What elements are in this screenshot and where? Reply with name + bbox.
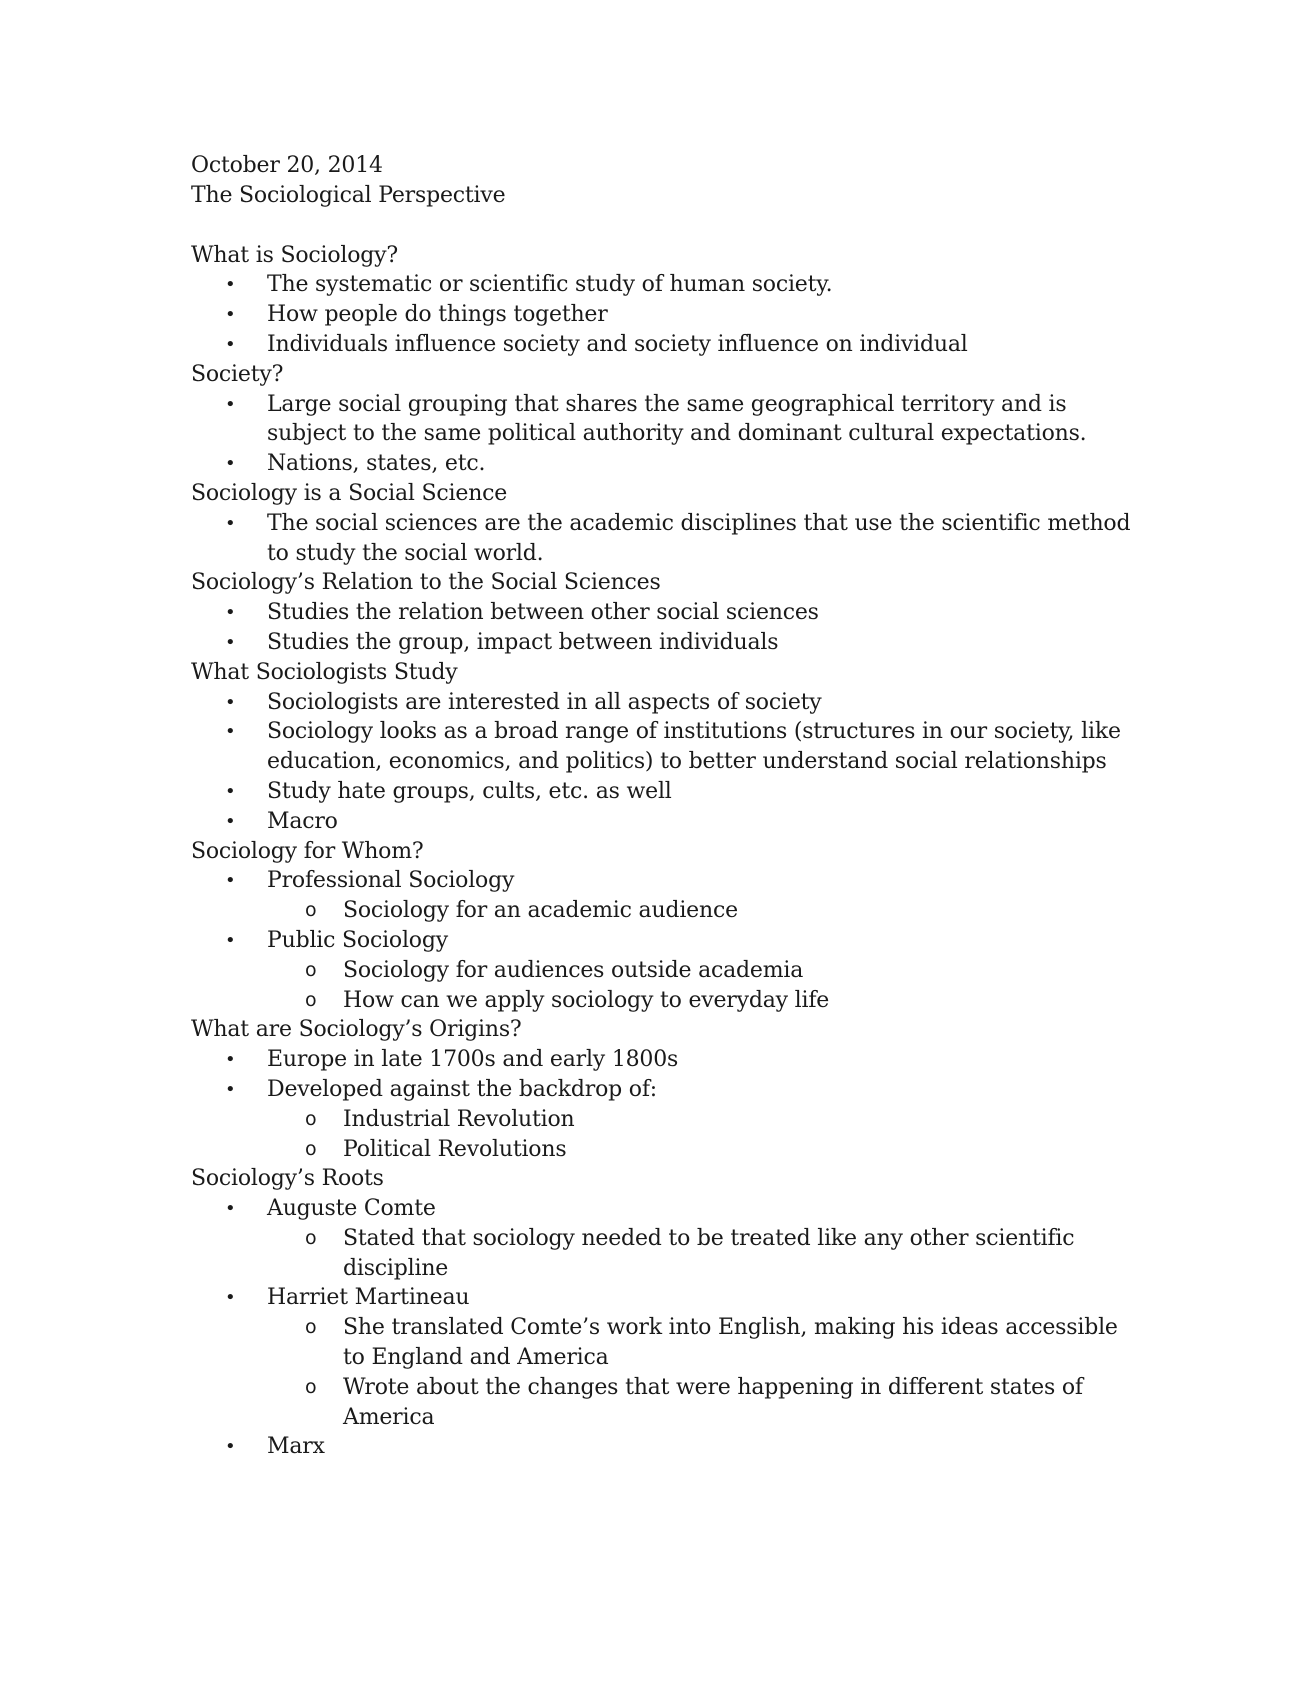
bullet-icon: • bbox=[225, 1287, 236, 1309]
sub-list-item-text: Sociology for audiences outside academia bbox=[343, 957, 804, 983]
section-heading: What is Sociology? bbox=[191, 242, 398, 268]
sub-bullet-list bbox=[267, 1224, 1131, 1284]
list-item-text: Studies the group, impact between individuals bbox=[267, 629, 779, 655]
bullet-list bbox=[191, 390, 1131, 479]
sub-list-item bbox=[305, 1105, 1131, 1135]
bullet-icon: • bbox=[225, 1436, 236, 1458]
circle-bullet-icon: o bbox=[305, 1107, 317, 1130]
list-item-text: Sociology looks as a broad range of institutions (structures in our society, like education, economics, and politics) to better understand social relationships bbox=[267, 719, 1121, 775]
bullet-icon: • bbox=[225, 602, 236, 624]
sub-bullet-list bbox=[267, 956, 1131, 1016]
bullet-list bbox=[191, 866, 1131, 1015]
sub-list-item-text: Industrial Revolution bbox=[343, 1106, 575, 1132]
blank-line bbox=[191, 211, 1131, 241]
document-title: The Sociological Perspective bbox=[191, 182, 506, 208]
list-item bbox=[225, 807, 1131, 837]
list-item bbox=[225, 449, 1131, 479]
bullet-icon: • bbox=[225, 274, 236, 296]
sub-list-item-text: She translated Comte’s work into English, making his ideas accessible to England and America bbox=[343, 1315, 1118, 1371]
sub-list-item bbox=[305, 986, 1131, 1016]
list-item-text: Large social grouping that shares the same geographical territory and is subject to the same political authority and dominant cultural expectations. bbox=[267, 391, 1087, 447]
bullet-icon: • bbox=[225, 512, 236, 534]
list-item bbox=[225, 270, 1131, 300]
list-item-text: How people do things together bbox=[267, 302, 608, 328]
section-heading: Sociology’s Roots bbox=[191, 1166, 384, 1192]
list-item bbox=[225, 1045, 1131, 1075]
bullet-icon: • bbox=[225, 393, 236, 415]
list-item bbox=[225, 717, 1131, 777]
list-item bbox=[225, 926, 1131, 1015]
bullet-icon: • bbox=[225, 1198, 236, 1220]
bullet-list bbox=[191, 688, 1131, 837]
list-item bbox=[225, 1075, 1131, 1164]
sub-bullet-list bbox=[267, 1105, 1131, 1165]
sub-list-item bbox=[305, 1313, 1131, 1373]
section-heading: Sociology for Whom? bbox=[191, 838, 424, 864]
list-item-text: Auguste Comte bbox=[267, 1196, 436, 1222]
list-item bbox=[225, 628, 1131, 658]
document-page bbox=[191, 151, 1131, 1462]
list-item bbox=[225, 1194, 1131, 1283]
list-item bbox=[225, 390, 1131, 450]
sub-bullet-list bbox=[267, 1313, 1131, 1432]
bullet-icon: • bbox=[225, 721, 236, 743]
sub-bullet-list bbox=[267, 896, 1131, 926]
sub-list-item-text: Sociology for an academic audience bbox=[343, 898, 738, 924]
list-item-text: Individuals influence society and society influence on individual bbox=[267, 331, 968, 357]
bullet-icon: • bbox=[225, 810, 236, 832]
circle-bullet-icon: o bbox=[305, 988, 317, 1011]
list-item-text: Harriet Martineau bbox=[267, 1285, 470, 1311]
list-item-text: Macro bbox=[267, 808, 338, 834]
sub-list-item bbox=[305, 1373, 1131, 1433]
bullet-icon: • bbox=[225, 1049, 236, 1071]
bullet-icon: • bbox=[225, 870, 236, 892]
list-item-text: Sociologists are interested in all aspects of society bbox=[267, 689, 822, 715]
sub-list-item-text: Wrote about the changes that were happening in different states of America bbox=[343, 1374, 1083, 1430]
circle-bullet-icon: o bbox=[305, 1137, 317, 1160]
list-item bbox=[225, 1432, 1131, 1462]
bullet-icon: • bbox=[225, 631, 236, 653]
bullet-icon: • bbox=[225, 1078, 236, 1100]
circle-bullet-icon: o bbox=[305, 958, 317, 981]
bullet-list bbox=[191, 509, 1131, 569]
list-item bbox=[225, 330, 1131, 360]
circle-bullet-icon: o bbox=[305, 1226, 317, 1249]
bullet-icon: • bbox=[225, 453, 236, 475]
list-item bbox=[225, 598, 1131, 628]
bullet-list bbox=[191, 598, 1131, 658]
bullet-icon: • bbox=[225, 333, 236, 355]
section-heading: What Sociologists Study bbox=[191, 659, 458, 685]
list-item-text: Nations, states, etc. bbox=[267, 451, 486, 477]
bullet-list bbox=[191, 270, 1131, 359]
bullet-icon: • bbox=[225, 929, 236, 951]
section-heading: Sociology’s Relation to the Social Sciences bbox=[191, 570, 661, 596]
sub-list-item-text: How can we apply sociology to everyday life bbox=[343, 987, 830, 1013]
list-item-text: The systematic or scientific study of human society. bbox=[267, 272, 833, 298]
list-item-text: Study hate groups, cults, etc. as well bbox=[267, 778, 672, 804]
bullet-icon: • bbox=[225, 691, 236, 713]
list-item-text: Professional Sociology bbox=[267, 868, 515, 894]
section-heading: What are Sociology’s Origins? bbox=[191, 1017, 522, 1043]
list-item bbox=[225, 866, 1131, 926]
sub-list-item-text: Stated that sociology needed to be treated like any other scientific discipline bbox=[343, 1225, 1075, 1281]
circle-bullet-icon: o bbox=[305, 1316, 317, 1339]
bullet-icon: • bbox=[225, 780, 236, 802]
sub-list-item-text: Political Revolutions bbox=[343, 1136, 567, 1162]
bullet-list bbox=[191, 1045, 1131, 1164]
list-item-text: Studies the relation between other social sciences bbox=[267, 600, 819, 626]
list-item bbox=[225, 777, 1131, 807]
list-item-text: The social sciences are the academic disciplines that use the scientific method to study the social world. bbox=[267, 510, 1131, 566]
circle-bullet-icon: o bbox=[305, 899, 317, 922]
list-item-text: Marx bbox=[267, 1434, 325, 1460]
list-item-text: Developed against the backdrop of: bbox=[267, 1076, 658, 1102]
sub-list-item bbox=[305, 1135, 1131, 1165]
circle-bullet-icon: o bbox=[305, 1375, 317, 1398]
notes-body bbox=[191, 241, 1131, 1463]
list-item bbox=[225, 509, 1131, 569]
date-line: October 20, 2014 bbox=[191, 153, 383, 178]
list-item bbox=[225, 1283, 1131, 1432]
sub-list-item bbox=[305, 896, 1131, 926]
bullet-icon: • bbox=[225, 304, 236, 326]
section-heading: Sociology is a Social Science bbox=[191, 480, 508, 506]
sub-list-item bbox=[305, 1224, 1131, 1284]
sub-list-item bbox=[305, 956, 1131, 986]
bullet-list bbox=[191, 1194, 1131, 1462]
list-item bbox=[225, 300, 1131, 330]
list-item-text: Europe in late 1700s and early 1800s bbox=[267, 1047, 679, 1073]
list-item bbox=[225, 688, 1131, 718]
list-item-text: Public Sociology bbox=[267, 927, 448, 953]
section-heading: Society? bbox=[191, 361, 284, 387]
